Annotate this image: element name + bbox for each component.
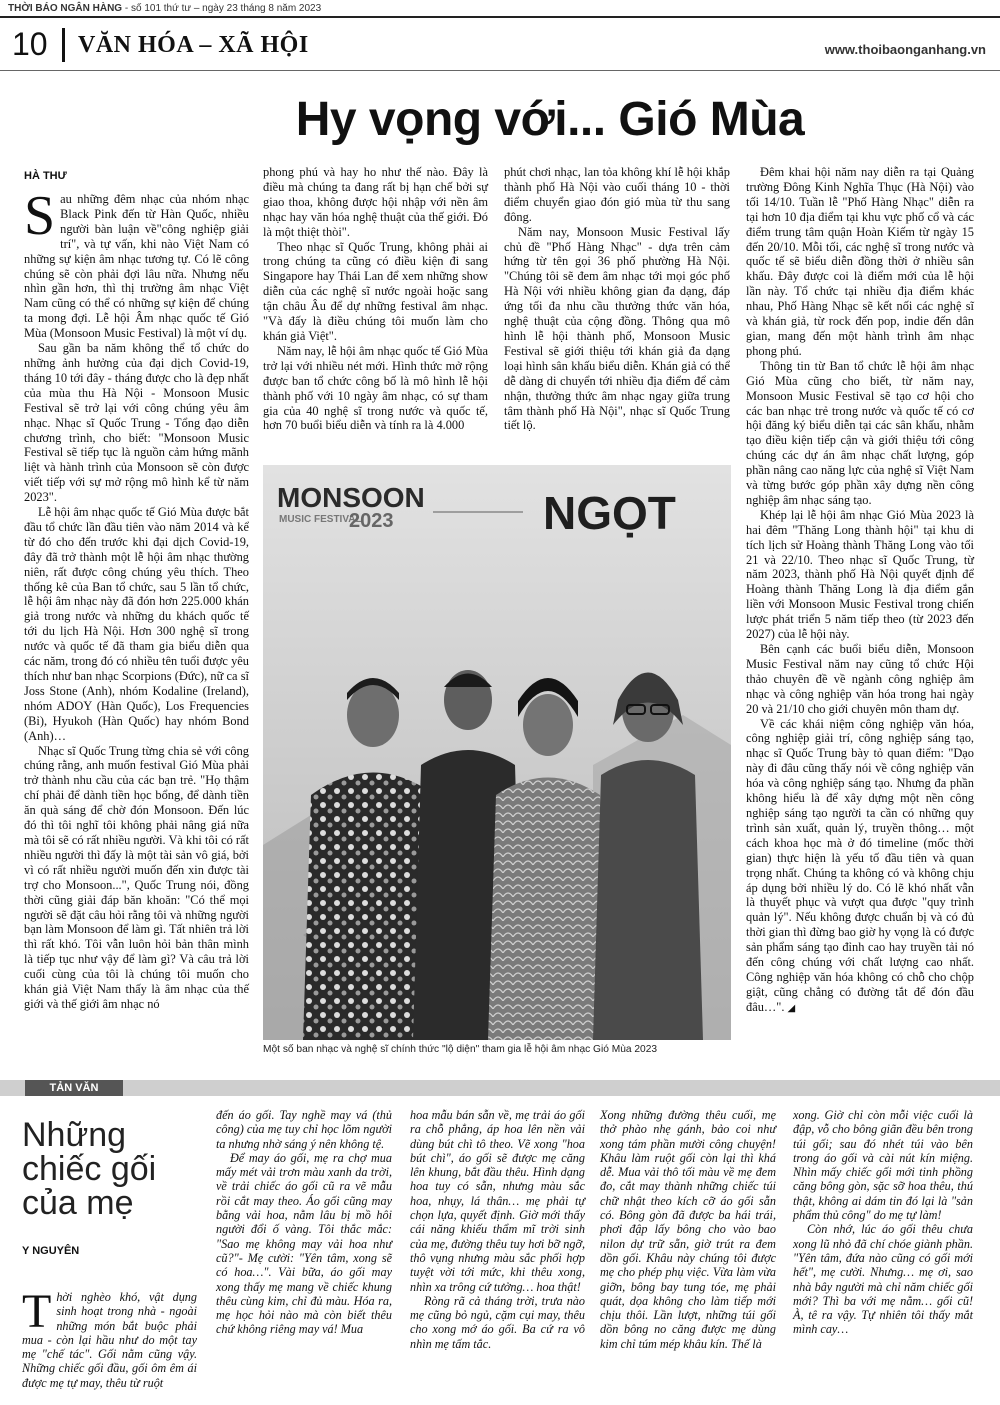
article-paragraph: Nhạc sĩ Quốc Trung từng chia sẻ với công chúng rằng, anh muốn festival Gió Mùa phải trở thành nhu cầu của các bạn trẻ. "Họ thậm chí phải để dành tiền học bổng, để dành tiền ăn quà sáng để chờ đón Monsoon. Đến lúc đó thì tôi nghĩ tôi không phải nâng giá nữa mà tôi sẽ có rất nhiều người. Và khi tôi có rất nhiều người thì đấy là một tài sản vô giá, bởi vì có rất nhiều người muốn đến xin được tài trợ cho Monsoon...", Quốc Trung nói, đồng thời cũng giải đáp băn khoăn: "Có thể mọi người sẽ đặt câu hỏi rằng tôi và những người bạn làm Monsoon để làm gì. Tất nhiên trả lời thì rất khó. Tôi vẫn luôn hỏi bản thân mình là tiếp tục như vậy để làm gì? Và câu trả lời cuối cùng của tôi là chúng tôi muốn cho khán giả Việt Nam thấy là âm nhạc của thế giới và thế giới âm nhạc nó (24, 743, 250, 1011)
article-paragraph: Bên cạnh các buổi biểu diễn, Monsoon Music Festival năm nay cũng tổ chức Hội thảo chuyên đề về ngành công nghiệp âm nhạc và công nghiệp văn hóa trong hai ngày 20 và 21/10 cho giới chuyên môn tham dự. (746, 642, 974, 716)
essay-title-line: Những (22, 1116, 127, 1154)
essay-paragraph: đến áo gối. Tay nghề may vá (thủ công) của mẹ tuy chỉ học lõm người ta nhưng nhờ sáng ý nên không tệ. (216, 1108, 392, 1151)
section-title: VĂN HÓA – XÃ HỘI (78, 32, 309, 58)
page-number: 10 (12, 26, 48, 62)
article-paragraph: Sau những đêm nhạc của nhóm nhạc Black Pink đến từ Hàn Quốc, nhiều người bàn luận về"công nghiệp giải trí", và tự vấn, khi nào Việt Nam có những sự kiện âm nhạc tương tự. Có lẽ công chúng sẽ còn phải đợi lâu nữa. Nhưng nếu nhìn gần hơn, thì thị trường âm nhạc Việt Nam cũng có thể có những sự kiện để chúng ta mong đợi. Lễ hội Âm nhạc quốc tế Gió Mùa (Monsoon Music Festival) là một ví dụ. (24, 185, 249, 341)
essay-paragraph: Thời nghèo khó, vật dụng sinh hoạt trong nhà - ngoài những món bắt buộc phải mua - còn lại hầu như do một tay mẹ "chế tác". Gối nằm cũng vậy. Những chiếc gối đầu, gối ôm êm ái được mẹ tự may, thêu từ ruột (22, 1285, 197, 1390)
essay-paragraph: Còn nhớ, lúc áo gối thêu chưa xong lũ nhỏ đã chí chóe giành phần. "Yên tâm, đứa nào cũng có gối mới hết", mẹ cười. Nhưng… mẹ ơi, sao nhà bây người mà chỉ năm chiếc gối mới? Thì ba với mẹ nằm… gối cũ! À, tê ra vậy. Tự nhiên tôi thấy mắt mình cay… (793, 1222, 973, 1337)
monsoon-logo-year: 2023 (349, 510, 394, 532)
essay-column-3 (410, 1108, 585, 1351)
article-paragraph: Thông tin từ Ban tổ chức lễ hội âm nhạc Gió Mùa cũng cho biết, từ năm nay, Monsoon Music Festival sẽ tạo cơ hội cho các ban nhạc trẻ trong nước và quốc tế có cơ hội đăng ký biểu diễn tại các sân khấu, nhằm tạo điều kiện tiếp cận và giới thiệu tới công chúng các dự án âm nhạc chất lượng, góp phần nâng cao năng lực của nghệ sĩ Việt Nam và từng bước góp phần xây dựng nền công nghiệp âm nhạc sáng tạo. (746, 358, 974, 507)
section-label: TẢN VĂN (25, 1080, 123, 1096)
essay-paragraph: Ròng rã cả tháng trời, trưa nào mẹ cũng bỏ ngủ, cặm cụi may, thêu cho xong mớ áo gối. Ba cứ ra vô nhìn mẹ tấm tắc. (410, 1293, 585, 1351)
article-column-4 (746, 165, 974, 1017)
article-paragraph: phút chơi nhạc, lan tỏa không khí lễ hội khắp thành phố Hà Nội vào cuối tháng 10 - thời điểm chuyển giao đón gió mùa từ thu sang đông. (504, 165, 730, 224)
essay-column-2 (216, 1108, 392, 1337)
page-number-divider (62, 28, 65, 62)
band-photo-art (263, 465, 731, 1040)
essay-column-1 (22, 1285, 197, 1390)
article-paragraph: Về các khái niệm công nghiệp văn hóa, công nghiệp giải trí, công nghiệp sáng tạo, nhạc sĩ Quốc Trung bày tỏ quan điểm: "Dạo này đi đâu cũng thấy nói về công nghiệp văn hóa và công nghiệp sáng tạo. Nhưng đa phần không hiểu là để xây dựng một nền công nghiệp sáng tạo người ta cần có những quy trình sản xuất, quản lý, truyền thông… một cách khoa học mà ở đó timeline (mốc thời gian) thực hiện là yếu tố đầu tiên và quan trọng nhất. Chúng ta không có và không chịu áp dụng bởi nhiều lý do. Có lẽ khó nhất vẫn là thuyết phục và vượt qua được "quy trình quản lý". Nếu không được chuẩn bị và có đủ thời gian thì đừng bao giờ hy vọng là có được sản phẩm sáng tạo đỉnh cao hay truyền tải nó đến công chúng với chất lượng cao nhất. Công nghiệp văn hóa không có chỗ cho chộp giật, cũng chẳng có đường tắt để đón đầu đâu…". ◢ (746, 716, 974, 1014)
band-photo (263, 465, 731, 1040)
article-paragraph: Lễ hội âm nhạc quốc tế Gió Mùa được bắt đầu tổ chức lần đầu tiên vào năm 2014 và kể từ đó cho đến trước khi đại dịch Covid-19, đây đã trở thành một lễ hội âm nhạc thường niên, rất được công chúng yêu thích. Theo thống kê của Ban tổ chức, sau 5 lần tổ chức, lễ hội âm nhạc này đã đón hơn 225.000 khán giả trong nước và những du khách quốc tế tới du lịch Hà Nội. Hơn 300 nghệ sĩ trong nước và quốc tế đã tham gia biểu diễn qua các năm, trong đó có nhiều tên tuổi được yêu thích như ban nhạc Scorpions (Đức), nữ ca sĩ Joss Stone (Anh), nhóm Kodaline (Ireland), nhóm ADOY (Hàn Quốc), Los Frequencies (Bỉ), Hyukoh (Hàn Quốc) hay nhóm Bond (Anh)… (24, 505, 249, 743)
paper-name: THỜI BÁO NGÂN HÀNG (8, 3, 123, 14)
top-rule (0, 16, 1000, 18)
article-paragraph: Năm nay, Monsoon Music Festival lấy chủ đề "Phố Hàng Nhạc" - dựa trên cảm hứng từ tên gọi 36 phố phường Hà Nội. "Chúng tôi sẽ đem âm nhạc tới mọi góc phố Hà Nội với nhiều không gian đa dạng, đáp ứng tối đa nhu cầu thưởng thức văn hóa, nghệ thuật của cộng đồng. Thông qua mô hình lễ hội thành phố, Monsoon Music Festival sẽ giới thiệu tới khán giả đa dạng loại hình sân khấu biểu diễn. Khán giả có thể dễ dàng di chuyển tới nhiều địa điểm để cảm nhận, thưởng thức âm nhạc ngay giữa trung tâm thành phố Hà Nội", nhạc sĩ Quốc Trung tiết lộ. (504, 224, 730, 433)
article-column-1 (24, 185, 250, 1012)
essay-column-4 (600, 1108, 776, 1351)
dropcap: S (24, 185, 56, 247)
article-byline: HÀ THƯ (24, 170, 67, 182)
article-paragraph: phong phú và hay ho như thế nào. Đây là điều mà chúng ta đang rất bị hạn chế bởi sự giao thoa, không được hội nhập với nền âm nhạc hay văn hóa nghệ thuật của thế giới. Đó là một thiệt thòi". (263, 165, 488, 239)
essay-byline: Y NGUYÊN (22, 1245, 80, 1257)
end-mark: ◢ (787, 1002, 796, 1014)
article-paragraph: Đêm khai hội năm nay diễn ra tại Quảng trường Đông Kinh Nghĩa Thục (Hà Nội) vào tối 14/10. Tuần lễ "Phố Hàng Nhạc" diễn ra tại hơn 10 địa điểm tại khu vực phố cổ và các điểm trung tâm quận Hoàn Kiếm từ ngày 15 đến 20/10. Mỗi tối, các nghệ sĩ trong nước và quốc tế sẽ biểu diễn đồng thời ở nhiều sân khấu. Đây được coi là điểm mới của lễ hội lần này. Tổ chức tại nhiều địa điểm khác nhau, Phố Hàng Nhạc sẽ kết nối các nghệ sĩ và khán giả, từ rock đến pop, indie đến dân gian, mang đến một hành trình âm nhạc phong phú. (746, 165, 974, 358)
article-headline: Hy vọng với... Gió Mùa (295, 93, 805, 146)
article-column-2 (263, 165, 488, 433)
issue-info: - số 101 thứ tư – ngày 23 tháng 8 năm 2023 (122, 3, 322, 14)
essay-paragraph: xong. Giờ chỉ còn mỗi việc cuối là đập, vỗ cho bông giãn đều bên trong túi gối; sau đó nhét túi vào bên trong áo gối và cài nút kín miệng. Nhìn mấy chiếc gối mới tinh phồng căng bông gòn, sặc sỡ hoa thêu, thú thật, không ai dám tin đó lại là "sản phẩm thủ công" do mẹ tự làm! (793, 1108, 973, 1223)
article-paragraph: Khép lại lễ hội âm nhạc Gió Mùa 2023 là hai đêm "Thăng Long thành hội" tại khu di tích lịch sử Hoàng thành Thăng Long vào tối 21 và 22/10. Theo nhạc sĩ Quốc Trung, từ năm 2023, thành phố Hà Nội quyết định để Hoàng thành Thăng Long là địa điểm gắn liền với Monsoon Music Festival trong chiến lược phát triển 5 năm tiếp theo (từ 2023 đến 2027) của lễ hội này. (746, 507, 974, 642)
essay-title-line: chiếc gối (22, 1150, 157, 1188)
photo-caption: Một số ban nhạc và nghệ sĩ chính thức "lộ diện" tham gia lễ hội âm nhạc Gió Mùa 2023 (263, 1044, 658, 1055)
header-topline (8, 3, 321, 14)
essay-paragraph: Để may áo gối, mẹ ra chợ mua mấy mét vải trơn màu xanh da trời, về trải chiếc áo gối cũ ra vẽ mẫu rồi cắt may theo. Áo gối cũng may bằng vải hoa, nằm lâu bị mồ hôi người đổi ố vàng. Tôi thắc mắc: "Sao mẹ không may vải hoa như cũ?"- Mẹ cười: "Yên tâm, xong sẽ có hoa…". Vài bữa, áo gối may xong thấy mẹ mang về chiếc khung thêu cùng kim, chỉ đủ màu. Hóa ra, mẹ học hỏi nào mà còn biết thêu chứ không riêng may vá! Mua (216, 1150, 392, 1337)
essay-title-line: của mẹ (22, 1184, 134, 1222)
monsoon-logo-sub: MUSIC FESTIVAL (279, 514, 362, 525)
article-paragraph: Theo nhạc sĩ Quốc Trung, không phải ai trong chúng ta cũng có điều kiện đi sang Singapore hay Thái Lan để xem những show diễn của các nghệ sĩ nước ngoài hoặc sang tận châu Âu để dự những festival âm nhạc. "Và đấy là điều chúng tôi muốn làm cho khán giả Việt". (263, 239, 488, 343)
band-name: NGỌT (543, 487, 676, 539)
essay-paragraph: hoa mẫu bán sẵn về, mẹ trải áo gối ra chỗ phẳng, áp hoa lên nền vải dùng bút chì tô theo. Vẽ xong "hoa bút chì", áo gối sẽ được mẹ căng lên khung, bắt đầu thêu. Hình dạng hoa tuy có sẵn, nhưng màu sắc hoa, nhụy, lá thân… mẹ phải tự chọn lựa, quyết định. Giờ mới thấy cái năng khiếu thẩm mĩ trời sinh của mẹ, đường thêu tuy hơi bỡ ngỡ, thô vụng nhưng màu sắc phối hợp tuyệt vời tới mức, khi thêu xong, nhìn xa trông cứ tưởng… hoa thật! (410, 1108, 585, 1294)
website-link[interactable]: www.thoibaonganhang.vn (824, 42, 986, 57)
article-column-3 (504, 165, 730, 433)
monsoon-logo-text: MONSOON (277, 482, 425, 513)
essay-dropcap: T (22, 1285, 52, 1338)
essay-title (22, 1118, 156, 1220)
section-bar (0, 1080, 1000, 1096)
article-paragraph: Năm nay, lễ hội âm nhạc quốc tế Gió Mùa trở lại với nhiều nét mới. Hình thức mở rộng được ban tổ chức công bố là mô hình lễ hội thành phố với 10 ngày âm nhạc, có sự tham gia của 40 nghệ sĩ trong nước và quốc tế, hơn 70 buổi biểu diễn và tính ra là 4.000 (263, 343, 488, 433)
essay-paragraph: Xong những đường thêu cuối, mẹ thở phào nhẹ gánh, bảo coi như xong tám phần mười công chuyện! Khâu làm ruột gối còn lại thì khá dễ. Mua vải thô tối màu về mẹ đem đo, cắt may thành những chiếc túi chữ nhật theo kích cỡ áo gối sẵn có. Bông gòn đã được ba hái trái, phơi đập lấy bông cho vào bao nilon dự trữ sẵn, giờ trút ra đem dồn gối. Khâu này chúng tôi được mẹ cho phép phụ việc. Vừa làm vừa giỡn, bông bay tung tóe, mẹ phải quát, dọa không cho làm tiếp mới chịu thôi. Lần lượt, những túi gối dồn bông no căng được mẹ dùng kim chỉ túm mép khâu kín. Thế là (600, 1108, 776, 1351)
header-rule (0, 70, 1000, 71)
article-paragraph: Sau gần ba năm không thể tổ chức do những ảnh hưởng của đại dịch Covid-19, tháng 10 tới đây - tháng được cho là đẹp nhất của mùa thu Hà Nội - Monsoon Music Festival sẽ trở lại với công chúng yêu âm nhạc. Nhạc sĩ Quốc Trung - Tổng đạo diễn chương trình, cho biết: "Monsoon Music Festival sẽ tiếp tục là nguồn cảm hứng mãnh liệt và hành trình của Monsoon sẽ còn được viết tiếp với sự mở rộng mô hình kể từ năm 2023". (24, 341, 249, 505)
essay-column-5 (793, 1108, 973, 1337)
